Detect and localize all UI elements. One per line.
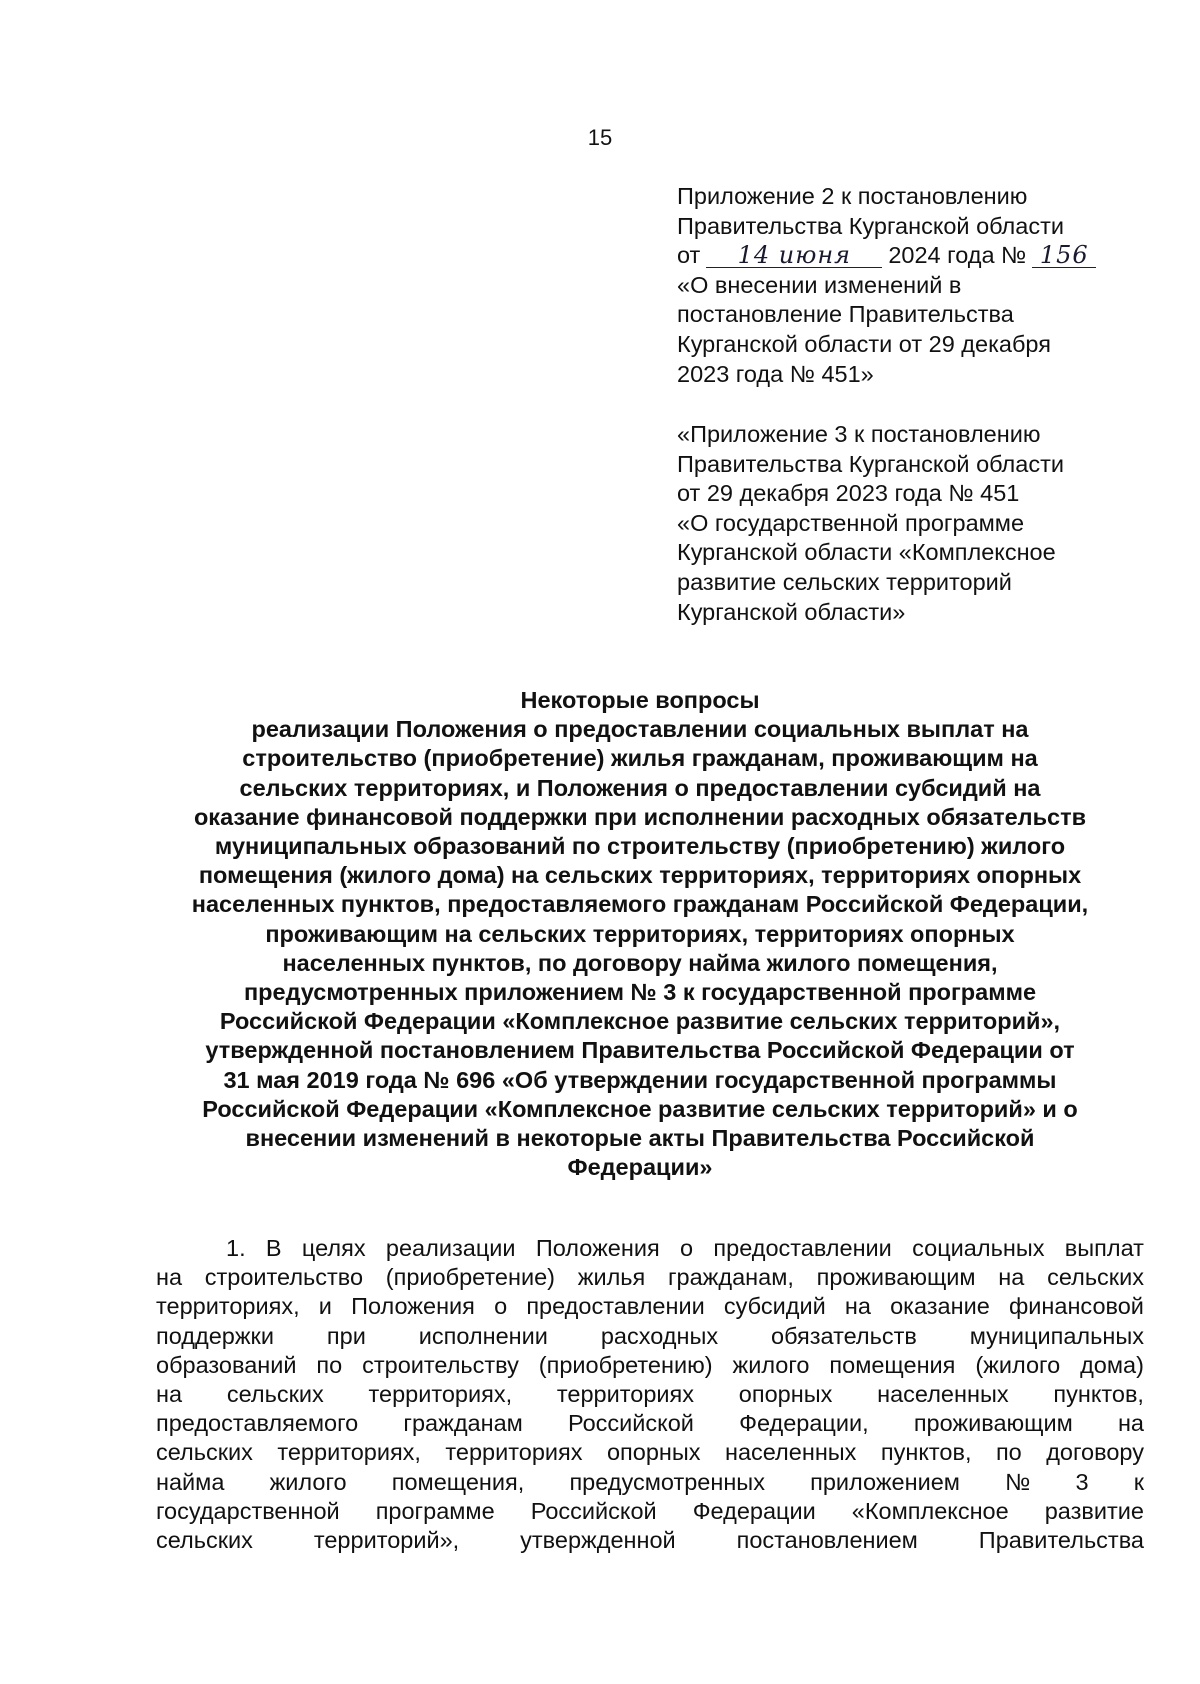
paragraph-line (156, 1263, 1144, 1292)
paragraph-1 (156, 1234, 1144, 1555)
word: помещения (829, 1351, 956, 1378)
word: найма (156, 1468, 225, 1495)
word: территориях (556, 1381, 694, 1408)
word: предоставляемого (156, 1410, 359, 1437)
word: по (995, 1439, 1022, 1466)
paragraph-line (156, 1380, 1144, 1409)
word: на (156, 1381, 183, 1408)
date-year: 2024 года № (888, 242, 1027, 269)
word: Российской (530, 1497, 657, 1524)
title-line: 31 мая 2019 года № 696 «Об утверждении государственной программы (223, 1066, 1057, 1093)
title-line: Российской Федерации «Комплексное развитие сельских территорий», (219, 1008, 1061, 1035)
word: населенных (877, 1381, 1009, 1408)
title-line: предусмотренных приложением № 3 к государственной программе (243, 979, 1037, 1006)
word: опорных (738, 1381, 833, 1408)
appendix-3-line: развитие сельских территорий (677, 568, 1012, 595)
appendix-2-line: Правительства Курганской области (677, 212, 1064, 239)
word: строительство (204, 1264, 364, 1291)
appendix-3-line: от 29 декабря 2023 года № 451 (677, 480, 1020, 507)
word: территориях, (277, 1439, 421, 1466)
word: В (265, 1235, 282, 1261)
word: Федерации (692, 1497, 816, 1524)
word: целях (301, 1235, 366, 1261)
word: «Комплексное (851, 1497, 1009, 1524)
word: проживающим (913, 1410, 1073, 1437)
handwritten-date: 14 июня (737, 241, 852, 270)
handwritten-number: 156 (1039, 241, 1089, 270)
paragraph-line (156, 1409, 1144, 1438)
word: сельских (226, 1381, 324, 1408)
word: территориях, (368, 1381, 513, 1408)
paragraph-line (156, 1292, 1144, 1321)
title-line: помещения (жилого дома) на сельских территориях, территориях опорных (198, 862, 1082, 889)
appendix-3-line: Правительства Курганской области (677, 450, 1064, 477)
paragraph-line (156, 1497, 1144, 1526)
word: программе (375, 1497, 495, 1524)
word: договору (1046, 1439, 1144, 1466)
word: территориях, (156, 1293, 300, 1320)
word: образований (156, 1351, 297, 1378)
word: Положения (535, 1235, 660, 1261)
title-line: Российской Федерации «Комплексное развитие сельских территорий» и о (202, 1095, 1078, 1122)
word: помещения, (391, 1468, 525, 1495)
word: социальных (912, 1235, 1045, 1261)
word: сельских (1047, 1264, 1144, 1291)
word: территорий», (313, 1527, 460, 1554)
title-line: населенных пунктов, предоставляемого гражданам Российской Федерации, (191, 891, 1089, 918)
word: по (316, 1351, 343, 1378)
word: 1. (226, 1235, 246, 1261)
appendix-3-line: «О государственной программе (677, 509, 1025, 536)
word: жилого (269, 1468, 347, 1495)
word: опорных (606, 1439, 701, 1466)
word: дома) (1080, 1351, 1144, 1378)
paragraph-line (156, 1526, 1144, 1555)
word: при (326, 1322, 366, 1349)
word: выплат (1064, 1235, 1144, 1261)
appendix-3-line: Курганской области» (677, 598, 906, 625)
word: сельских (156, 1439, 253, 1466)
appendix-2-date-line (677, 241, 1147, 271)
word: предоставлении (526, 1293, 705, 1320)
handwritten-number-field (1032, 243, 1096, 268)
word: предоставлении (713, 1235, 892, 1261)
handwritten-date-field (706, 243, 882, 268)
word: предусмотренных (569, 1468, 765, 1495)
word: территориях (445, 1439, 583, 1466)
paragraph-line (156, 1468, 1144, 1497)
word: сельских (156, 1527, 253, 1554)
paragraph-line (156, 1322, 1144, 1351)
title-line: оказание финансовой поддержки при исполнении расходных обязательств (193, 803, 1087, 830)
appendix-2-line: постановление Правительства (677, 301, 1014, 328)
page-number: 15 (587, 125, 613, 150)
word: оказание (890, 1293, 990, 1320)
word: на (156, 1264, 183, 1291)
word: гражданам, (667, 1264, 794, 1291)
word: постановлением (736, 1527, 918, 1554)
appendix-2-header (677, 182, 1147, 389)
word: муниципальных (969, 1322, 1144, 1349)
title-line: муниципальных образований по строительству (приобретению) жилого (214, 833, 1066, 860)
word: утвержденной (520, 1527, 676, 1554)
date-prefix: от (677, 242, 701, 269)
title-line: утвержденной постановлением Правительства Российской Федерации от (205, 1037, 1075, 1064)
word: исполнении (418, 1322, 548, 1349)
word: на (844, 1293, 871, 1320)
paragraph-line (156, 1234, 1144, 1263)
title-line: проживающим на сельских территориях, территориях опорных (265, 920, 1015, 947)
paragraph-line (156, 1351, 1144, 1380)
word: на (998, 1264, 1025, 1291)
document-title (140, 686, 1140, 1182)
word: Российской (567, 1410, 694, 1437)
title-line: Некоторые вопросы (520, 687, 760, 713)
word: строительству (362, 1351, 519, 1378)
word: проживающим (816, 1264, 976, 1291)
word: приложением (810, 1468, 960, 1495)
word: о (494, 1293, 508, 1320)
word: населенных (724, 1439, 857, 1466)
word: Правительства (978, 1527, 1144, 1554)
word: субсидий (723, 1293, 826, 1320)
appendix-3-header (677, 420, 1147, 627)
word: развитие (1044, 1497, 1144, 1524)
title-line: сельских территориях, и Положения о предоставлении субсидий на (239, 774, 1041, 801)
word: № (1005, 1468, 1031, 1495)
word: (приобретение) (385, 1264, 556, 1291)
word: Положения (351, 1293, 475, 1320)
appendix-2-line: 2023 года № 451» (677, 360, 874, 387)
word: государственной (156, 1497, 340, 1524)
title-line: реализации Положения о предоставлении социальных выплат на (251, 716, 1029, 743)
word: о (680, 1235, 694, 1261)
word: 3 (1075, 1468, 1089, 1495)
title-line: внесении изменений в некоторые акты Правительства Российской (245, 1125, 1035, 1152)
title-line: Федерации» (567, 1154, 713, 1181)
word: и (318, 1293, 332, 1320)
word: обязательств (771, 1322, 917, 1349)
word: на (1117, 1410, 1144, 1437)
word: жилого (732, 1351, 810, 1378)
appendix-2-line: «О внесении изменений в (677, 271, 962, 298)
title-line: строительство (приобретение) жилья гражданам, проживающим на (242, 745, 1038, 772)
word: финансовой (1008, 1293, 1144, 1320)
word: поддержки (156, 1322, 274, 1349)
word: гражданам (403, 1410, 523, 1437)
word: к (1133, 1468, 1144, 1495)
word: реализации (385, 1235, 516, 1261)
word: Федерации, (739, 1410, 869, 1437)
word: (жилого (975, 1351, 1061, 1378)
word: пунктов, (880, 1439, 972, 1466)
title-line: населенных пунктов, по договору найма жилого помещения, (282, 949, 998, 976)
appendix-3-line: «Приложение 3 к постановлению (677, 421, 1041, 447)
appendix-3-line: Курганской области «Комплексное (677, 539, 1056, 566)
appendix-2-line: Курганской области от 29 декабря (677, 330, 1051, 357)
appendix-2-line: Приложение 2 к постановлению (677, 183, 1028, 209)
word: (приобретению) (538, 1351, 713, 1378)
word: жилья (577, 1264, 646, 1291)
paragraph-line (156, 1438, 1144, 1467)
word: расходных (600, 1322, 719, 1349)
word: пунктов, (1053, 1381, 1144, 1408)
